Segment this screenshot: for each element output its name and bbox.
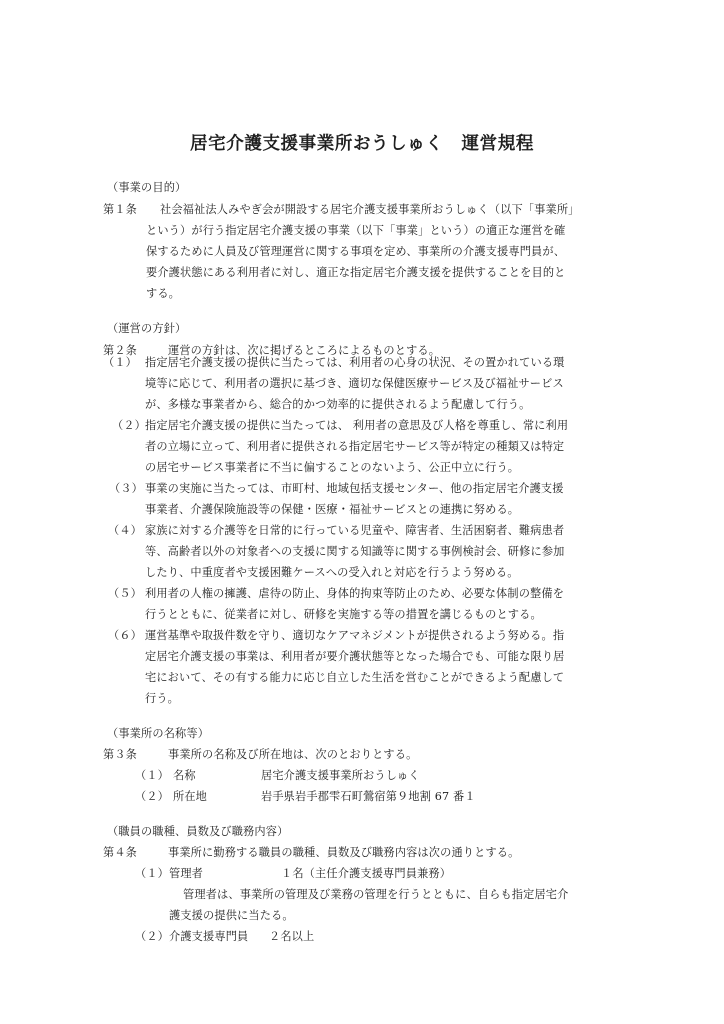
item-line: 宅において、その有する能力に応じ自立した生活を営むことができるよう配慮して <box>145 671 565 684</box>
item-number: （２） <box>112 419 147 432</box>
item-number: （２） <box>135 790 170 803</box>
article-number: 第４条 <box>103 846 138 859</box>
document-title: 居宅介護支援事業所おうしゅく 運営規程 <box>190 134 534 154</box>
field-label: 名称 <box>173 769 196 782</box>
item-number: （５） <box>108 587 143 600</box>
article-intro: 運営の方針は、次に掲げるところによるものとする。 <box>168 344 441 357</box>
staff-count: ２名以上 <box>269 930 315 943</box>
item-line: 等、高齢者以外の対象者への支援に関する知識等に関する事例検討会、研修に参加 <box>145 545 565 558</box>
paragraph-line: 社会福祉法人みやぎ会が開設する居宅介護支援事業所おうしゅく（以下「事業所」 <box>160 203 580 216</box>
item-line: 指定居宅介護支援の提供に当たっては、利用者の心身の状況、その置かれている環 <box>145 356 565 369</box>
item-line: が、多様な事業者から、総合的かつ効率的に提供されるよう配慮して行う。 <box>145 398 531 411</box>
item-line: 行うとともに、従業者に対し、研修を実施する等の措置を講じるものとする。 <box>145 608 542 621</box>
item-line: 利用者の人権の擁護、虐待の防止、身体的拘束等防止のため、必要な体制の整備を <box>145 587 565 600</box>
item-line: 運営基準や取扱件数を守り、適切なケアマネジメントが提供されるよう努める。指 <box>145 629 565 642</box>
item-line: 行う。 <box>145 692 180 705</box>
item-line: 指定居宅介護支援の提供に当たっては、 利用者の意思及び人格を尊重し、常に利用 <box>145 419 569 432</box>
item-line: の居宅サービス事業者に不当に偏することのないよう、公正中立に行う。 <box>145 461 520 474</box>
staff-role: 介護支援専門員 <box>169 930 249 943</box>
article-number: 第３条 <box>103 748 138 761</box>
field-value: 居宅介護支援事業所おうしゅく <box>261 769 420 782</box>
item-number: （１） <box>135 867 170 880</box>
article-intro: 事業所の名称及び所在地は、次のとおりとする。 <box>168 748 418 761</box>
item-line: 定居宅介護支援の事業は、利用者が要介護状態等となった場合でも、可能な限り居 <box>145 650 565 663</box>
item-line: 事業者、介護保険施設等の保健・医療・福祉サービスとの連携に努める。 <box>145 503 520 516</box>
field-value: 岩手県岩手郡雫石町鶯宿第９地割 67 番１ <box>261 790 476 803</box>
field-label: 所在地 <box>173 790 208 803</box>
section-heading: （職員の職種、員数及び職務内容） <box>107 825 289 838</box>
staff-role: 管理者 <box>169 867 204 880</box>
item-number: （６） <box>108 629 143 642</box>
item-number: （１） <box>135 769 170 782</box>
article-intro: 事業所に勤務する職員の職種、員数及び職務内容は次の通りとする。 <box>168 846 520 859</box>
staff-count: １名（主任介護支援専門員兼務） <box>281 867 452 880</box>
item-line: 者の立場に立って、利用者に提供される指定居宅サービス等が特定の種類又は特定 <box>145 440 565 453</box>
paragraph-line: という）が行う指定居宅介護支援の事業（以下「事業」という）の適正な運営を確 <box>146 224 566 237</box>
item-number: （２） <box>135 930 170 943</box>
staff-description: 護支援の提供に当たる。 <box>169 909 294 922</box>
paragraph-line: 保するために人員及び管理運営に関する事項を定め、事業所の介護支援専門員が、 <box>146 245 566 258</box>
item-line: したり、中重度者や支援困難ケースへの受入れと対応を行うよう努める。 <box>145 566 519 579</box>
item-number: （４） <box>108 524 143 537</box>
item-number: （１） <box>103 356 138 369</box>
item-number: （３） <box>109 482 144 495</box>
paragraph-line: する。 <box>146 287 181 300</box>
section-heading: （運営の方針） <box>107 322 187 335</box>
article-number: 第１条 <box>103 203 138 216</box>
article-number: 第２条 <box>103 344 138 357</box>
item-line: 事業の実施に当たっては、市町村、地域包括支援センター、他の指定居宅介護支援 <box>145 482 564 495</box>
item-line: 境等に応じて、利用者の選択に基づき、適切な保健医療サービス及び福祉サービス <box>145 377 564 390</box>
section-heading: （事業所の名称等） <box>107 727 210 740</box>
section-heading: （事業の目的） <box>107 181 187 194</box>
paragraph-line: 要介護状態にある利用者に対し、適正な指定居宅介護支援を提供することを目的と <box>146 266 566 279</box>
staff-description: 管理者は、事業所の管理及び業務の管理を行うとともに、自らも指定居宅介 <box>183 888 569 901</box>
item-line: 家族に対する介護等を日常的に行っている児童や、障害者、生活困窮者、難病患者 <box>145 524 565 537</box>
